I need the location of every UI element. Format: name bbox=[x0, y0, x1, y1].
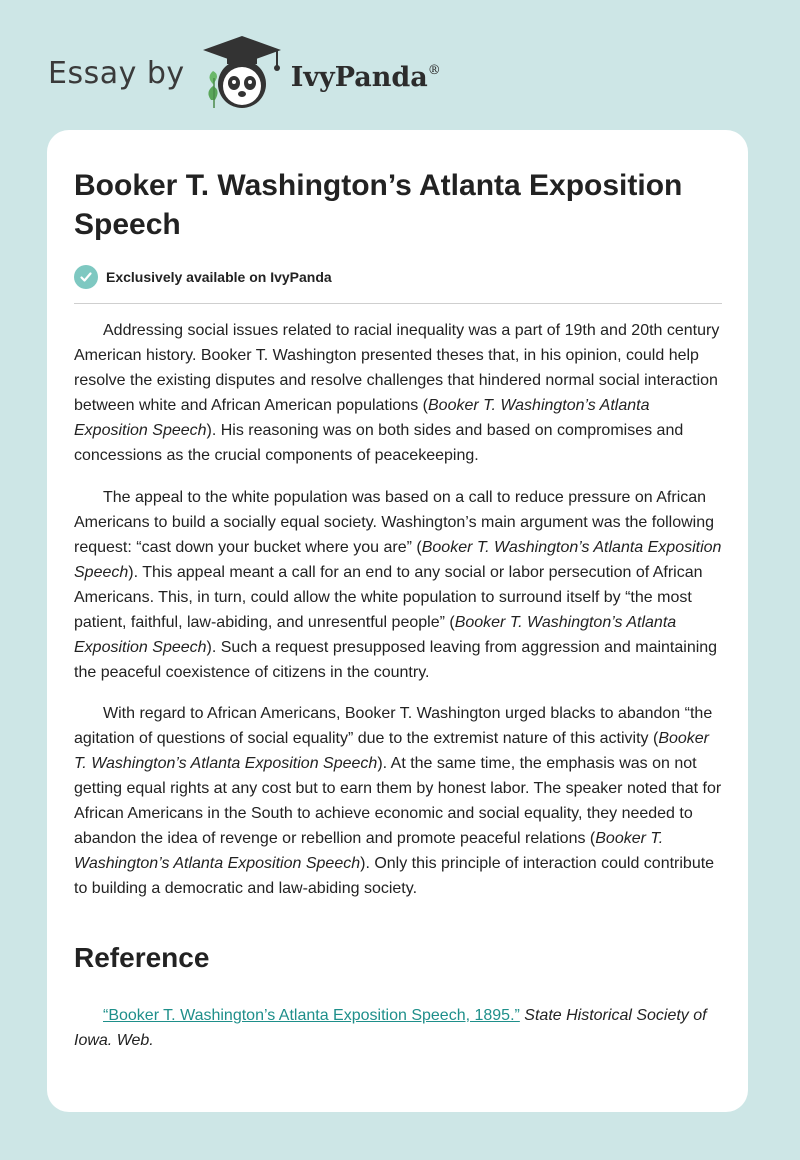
reference-heading: Reference bbox=[74, 942, 210, 973]
paragraph-text: Addressing social issues related to racial inequality was a part of 19th and 20th century American history. Booker T. Washington presented theses that, in his opinion, could help resolve the existing disputes and resolve challenges that hindered normal social interaction between white and African American populations ( bbox=[74, 322, 720, 414]
paragraph-text: ). This appeal meant a call for an end to any social or labor persecution of African Americans. This, in turn, could allow the white population to surround itself by “the most patient, faithful, law-abiding, and unresentful people” ( bbox=[74, 564, 703, 631]
reference-entry bbox=[74, 1003, 722, 1053]
paragraph bbox=[74, 485, 722, 685]
page-title: Booker T. Washington’s Atlanta Exposition Speech bbox=[74, 169, 683, 241]
reference-link[interactable]: “Booker T. Washington’s Atlanta Exposition Speech, 1895.” bbox=[103, 1007, 520, 1024]
citation-text: Booker T. Washington’s Atlanta Exposition Speech bbox=[74, 830, 664, 872]
essay-by-label: Essay by bbox=[48, 55, 185, 91]
paragraph-text: ). His reasoning was on both sides and based on compromises and concessions as the crucial components of peacekeeping. bbox=[74, 422, 684, 464]
brand-name[interactable] bbox=[291, 62, 441, 93]
paragraph bbox=[74, 318, 722, 468]
registered-mark: ® bbox=[427, 62, 441, 78]
citation-text: Booker T. Washington’s Atlanta Exposition Speech bbox=[74, 539, 722, 581]
essay-body bbox=[74, 318, 722, 918]
site-header bbox=[48, 28, 468, 118]
exclusive-badge bbox=[74, 263, 332, 291]
check-circle-icon bbox=[74, 265, 98, 289]
citation-text: Booker T. Washington’s Atlanta Exposition Speech bbox=[74, 614, 677, 656]
brand-text: IvyPanda bbox=[290, 61, 428, 93]
badge-label: Exclusively available on IvyPanda bbox=[106, 269, 332, 285]
essay-card bbox=[47, 130, 748, 1112]
paragraph-text: ). At the same time, the emphasis was on not getting equal rights at any cost but to earn them by honest labor. The speaker noted that for African Americans in the South to achieve economic and social equality, they needed to abandon the idea of revenge or rebellion and promote peaceful relations ( bbox=[74, 755, 722, 847]
paragraph-text: ). Such a request presupposed leaving from aggression and maintaining the peaceful coexistence of citizens in the country. bbox=[74, 639, 718, 681]
citation-text: Booker T. Washington’s Atlanta Exposition Speech bbox=[74, 730, 710, 772]
ivy-leaf-icon bbox=[208, 71, 217, 108]
ivypanda-logo[interactable] bbox=[197, 28, 287, 118]
paragraph-text: The appeal to the white population was based on a call to reduce pressure on African Americans to build a socially equal society. Washington’s main argument was the following request: “cast down your bucket where you are” ( bbox=[74, 489, 715, 556]
paragraph bbox=[74, 701, 722, 901]
divider bbox=[74, 303, 722, 304]
reference-source: State Historical Society of Iowa. Web. bbox=[74, 1007, 707, 1049]
citation-text: Booker T. Washington’s Atlanta Exposition Speech bbox=[74, 397, 650, 439]
paragraph-text: With regard to African Americans, Booker T. Washington urged blacks to abandon “the agitation of questions of social equality” due to the extremist nature of this activity ( bbox=[74, 705, 713, 747]
paragraph-text: ). Only this principle of interaction could contribute to building a democratic and law-abiding society. bbox=[74, 855, 715, 897]
